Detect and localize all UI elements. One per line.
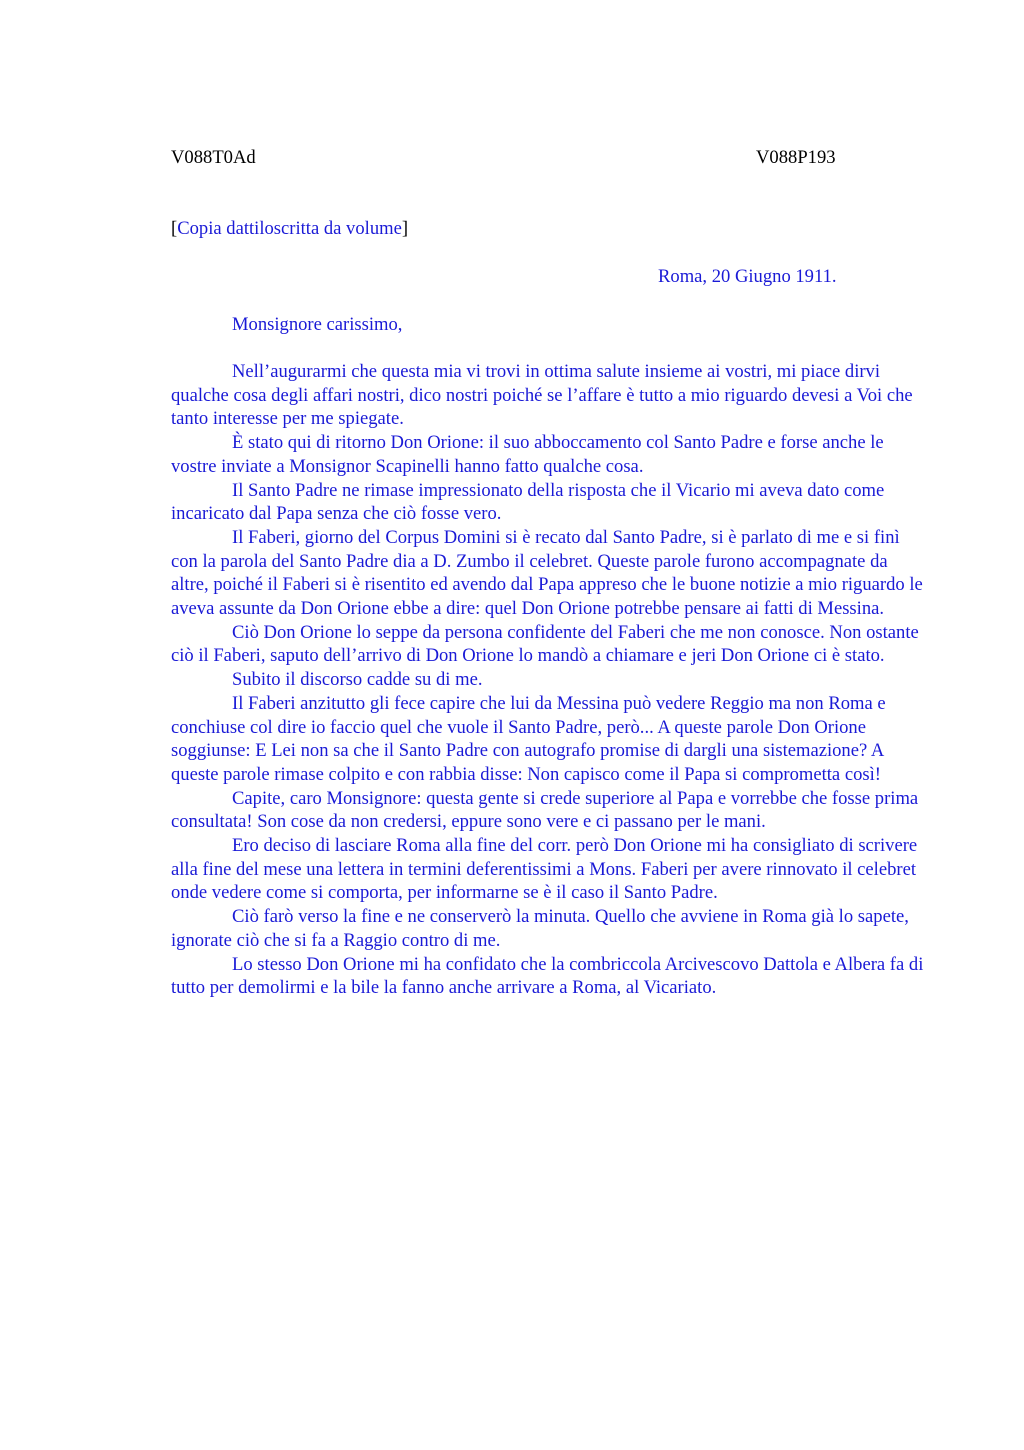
letter-paragraph: Il Faberi anzitutto gli fece capire che lui da Messina può vedere Reggio ma non Roma e conchiuse col dire io faccio quel che vuole il Santo Padre, però... A queste parole Don Orione soggiunse: E Lei non sa che il Santo Padre con autografo promise di dargli una sistemazione? A queste parole rimase colpito e con rabbia disse: Non capisco come il Papa si comprometta così!	[171, 692, 886, 785]
letter-body	[171, 360, 928, 1000]
letter-dateline: Roma, 20 Giugno 1911.	[658, 266, 837, 287]
letter-paragraph: Ero deciso di lasciare Roma alla fine del corr. però Don Orione mi ha consigliato di scrivere alla fine del mese una lettera in termini deferentissimi a Mons. Faberi per avere rinnovato il celebret onde vedere come si comporta, per informarne se è il caso il Santo Padre.	[171, 835, 918, 904]
source-note-open-bracket: [	[171, 218, 178, 239]
letter-paragraph: Ciò Don Orione lo seppe da persona confidente del Faberi che me non conosce. Non ostante ciò il Faberi, saputo dell’arrivo di Don Orione lo mandò a chiamare e jeri Don Orione ci è stato.	[171, 621, 919, 667]
letter-paragraph: Nell’augurarmi che questa mia vi trovi in ottima salute insieme ai vostri, mi piace dirvi qualche cosa degli affari nostri, dico nostri poiché se l’affare è tutto a mio riguardo devesi a Voi che tanto interesse per me spiegate.	[171, 361, 913, 430]
source-note-text: Copia dattiloscritta da volume	[177, 218, 402, 239]
letter-paragraph: È stato qui di ritorno Don Orione: il suo abboccamento col Santo Padre e forse anche le vostre inviate a Monsignor Scapinelli hanno fatto qualche cosa.	[171, 432, 884, 477]
letter-paragraph: Lo stesso Don Orione mi ha confidato che la combriccola Arcivescovo Dattola e Albera fa di tutto per demolirmi e la bile la fanno anche arrivare a Roma, al Vicariato.	[171, 953, 924, 999]
letter-paragraph: Il Santo Padre ne rimase impressionato della risposta che il Vicario mi aveva dato come incaricato dal Papa senza che ciò fosse vero.	[171, 479, 885, 525]
source-note-close-bracket: ]	[401, 218, 409, 239]
document-code-left: V088T0Ad	[171, 147, 256, 168]
document-code-right: V088P193	[756, 147, 836, 168]
source-note	[171, 217, 408, 241]
letter-paragraph: Ciò farò verso la fine e ne conserverò la minuta. Quello che avviene in Roma già lo sapete, ignorate ciò che si fa a Raggio contro di me.	[171, 906, 909, 951]
letter-paragraph: Il Faberi, giorno del Corpus Domini si è recato dal Santo Padre, si è parlato di me e si finì con la parola del Santo Padre dia a D. Zumbo il celebret. Queste parole furono accompagnate da altre, poiché il Faberi si è risentito ed avendo dal Papa appreso che le buone notizie a mio riguardo le aveva assunte da Don Orione ebbe a dire: quel Don Orione potrebbe pensare ai fatti di Messina.	[171, 526, 923, 620]
letter-salutation: Monsignore carissimo,	[232, 314, 403, 335]
letter-paragraph: Capite, caro Monsignore: questa gente si crede superiore al Papa e vorrebbe che fosse prima consultata! Son cose da non credersi, eppure sono vere e ci passano per le mani.	[171, 787, 919, 833]
letter-paragraph: Subito il discorso cadde su di me.	[232, 669, 483, 691]
